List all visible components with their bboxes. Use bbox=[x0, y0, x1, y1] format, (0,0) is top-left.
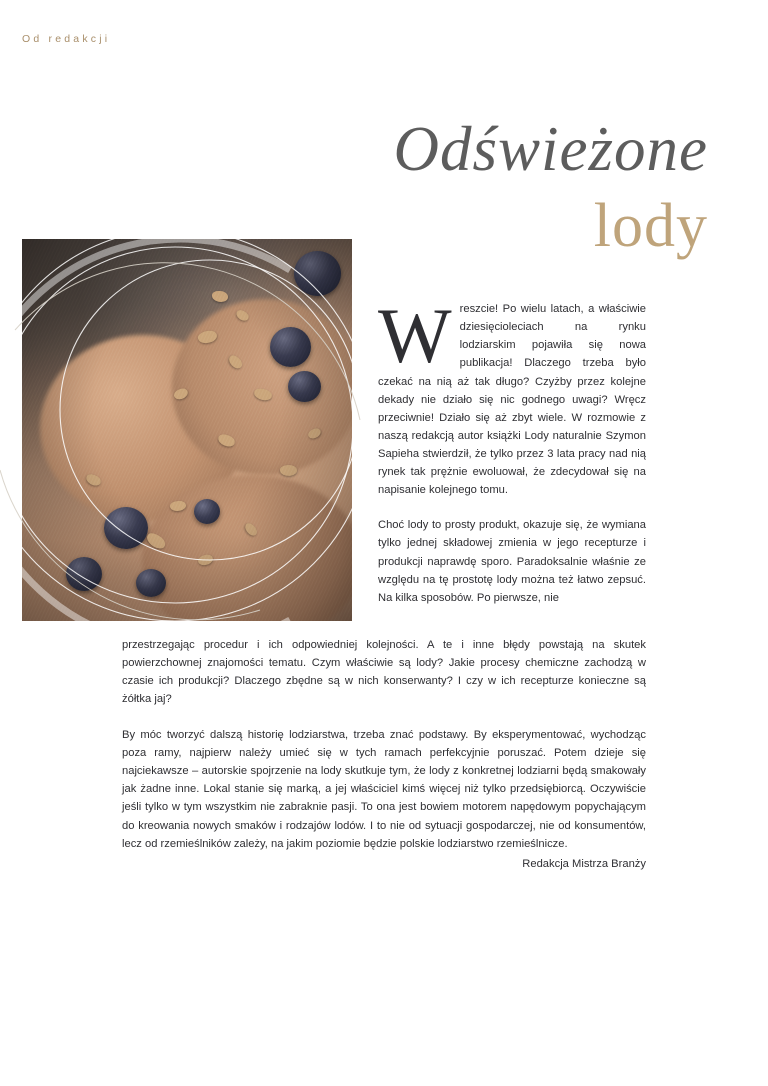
article-lead-column bbox=[378, 292, 646, 607]
running-head: Od redakcji bbox=[22, 33, 111, 45]
paragraph-2-continued: przestrzegając procedur i ich odpowiedniej kolejności. A te i inne błędy powstają na skutek powierzchownej znajomości tematu. Czym właściwie są lody? Jakie procesy chemiczne zachodzą w czasie ich produkcji? Dlaczego zbędne są w nich konserwanty? I czy w ich recepturze konieczne są żółtka jaj? bbox=[122, 639, 646, 706]
page-title bbox=[238, 114, 708, 260]
ice-cream-photo-image bbox=[22, 239, 352, 621]
paragraph-3: By móc tworzyć dalszą historię lodziarstwa, trzeba znać podstawy. By eksperymentować, wychodząc poza ramy, najpierw należy umieć się w tych ramach perfekcyjnie poruszać. Potem dzieje się najciekawsze – autorskie spojrzenie na lody skutkuje tym, że lody z konkretnej lodziarni będą smakowały jak żadne inne. Lokal stanie się marką, a jej właściciel kimś więcej niż tylko przedsiębiorcą. Oczywiście jeśli tylko w tym wszystkim nie zabraknie pasji. To ona jest bowiem motorem napędowym popychającym do kreowania nowych smaków i rodzajów lodów. I to nie od sytuacji gospodarczej, nie od konsumentów, lecz od rzemieślników zależy, na jakim poziomie będzie polskie lodziarstwo rzemieślnicze. bbox=[122, 728, 646, 850]
article-photo bbox=[22, 239, 352, 621]
lead-paragraph bbox=[378, 292, 646, 500]
article-body-wide bbox=[122, 636, 646, 853]
headline-line-1: Odświeżone bbox=[393, 114, 708, 184]
drop-cap: W bbox=[378, 292, 452, 379]
article-signature: Redakcja Mistrza Branży bbox=[522, 858, 646, 870]
headline-line-2: lody bbox=[593, 192, 708, 260]
photo-vignette bbox=[22, 239, 352, 621]
paragraph-2: Choć lody to prosty produkt, okazuje się, że wymiana tylko jednej składowej zmienia w jego recepturze i produkcji naprawdę sporo. Paradoksalnie właśnie ze względu na tę prostotę lody można też łatwo zepsuć. Na kilka sposobów. Po pierwsze, nie bbox=[378, 519, 646, 604]
lead-text: reszcie! Po wielu latach, a właściwie dziesięcioleciach na rynku lodziarskim pojawiła się nowa publikacja! Dlaczego trzeba było czekać na nią aż tak długo? Czyżby przez kolejne dekady nie działo się nic godnego uwagi? Wręcz przeciwnie! Działo się aż zbyt wiele. W rozmowie z naszą redakcją autor książki Lody naturalnie Szymon Sapieha stwierdził, że tylko przez 3 lata pracy nad nią rynek tak prężnie ewoluował, że zdecydował się na napisanie kolejnego tomu. bbox=[378, 303, 646, 497]
